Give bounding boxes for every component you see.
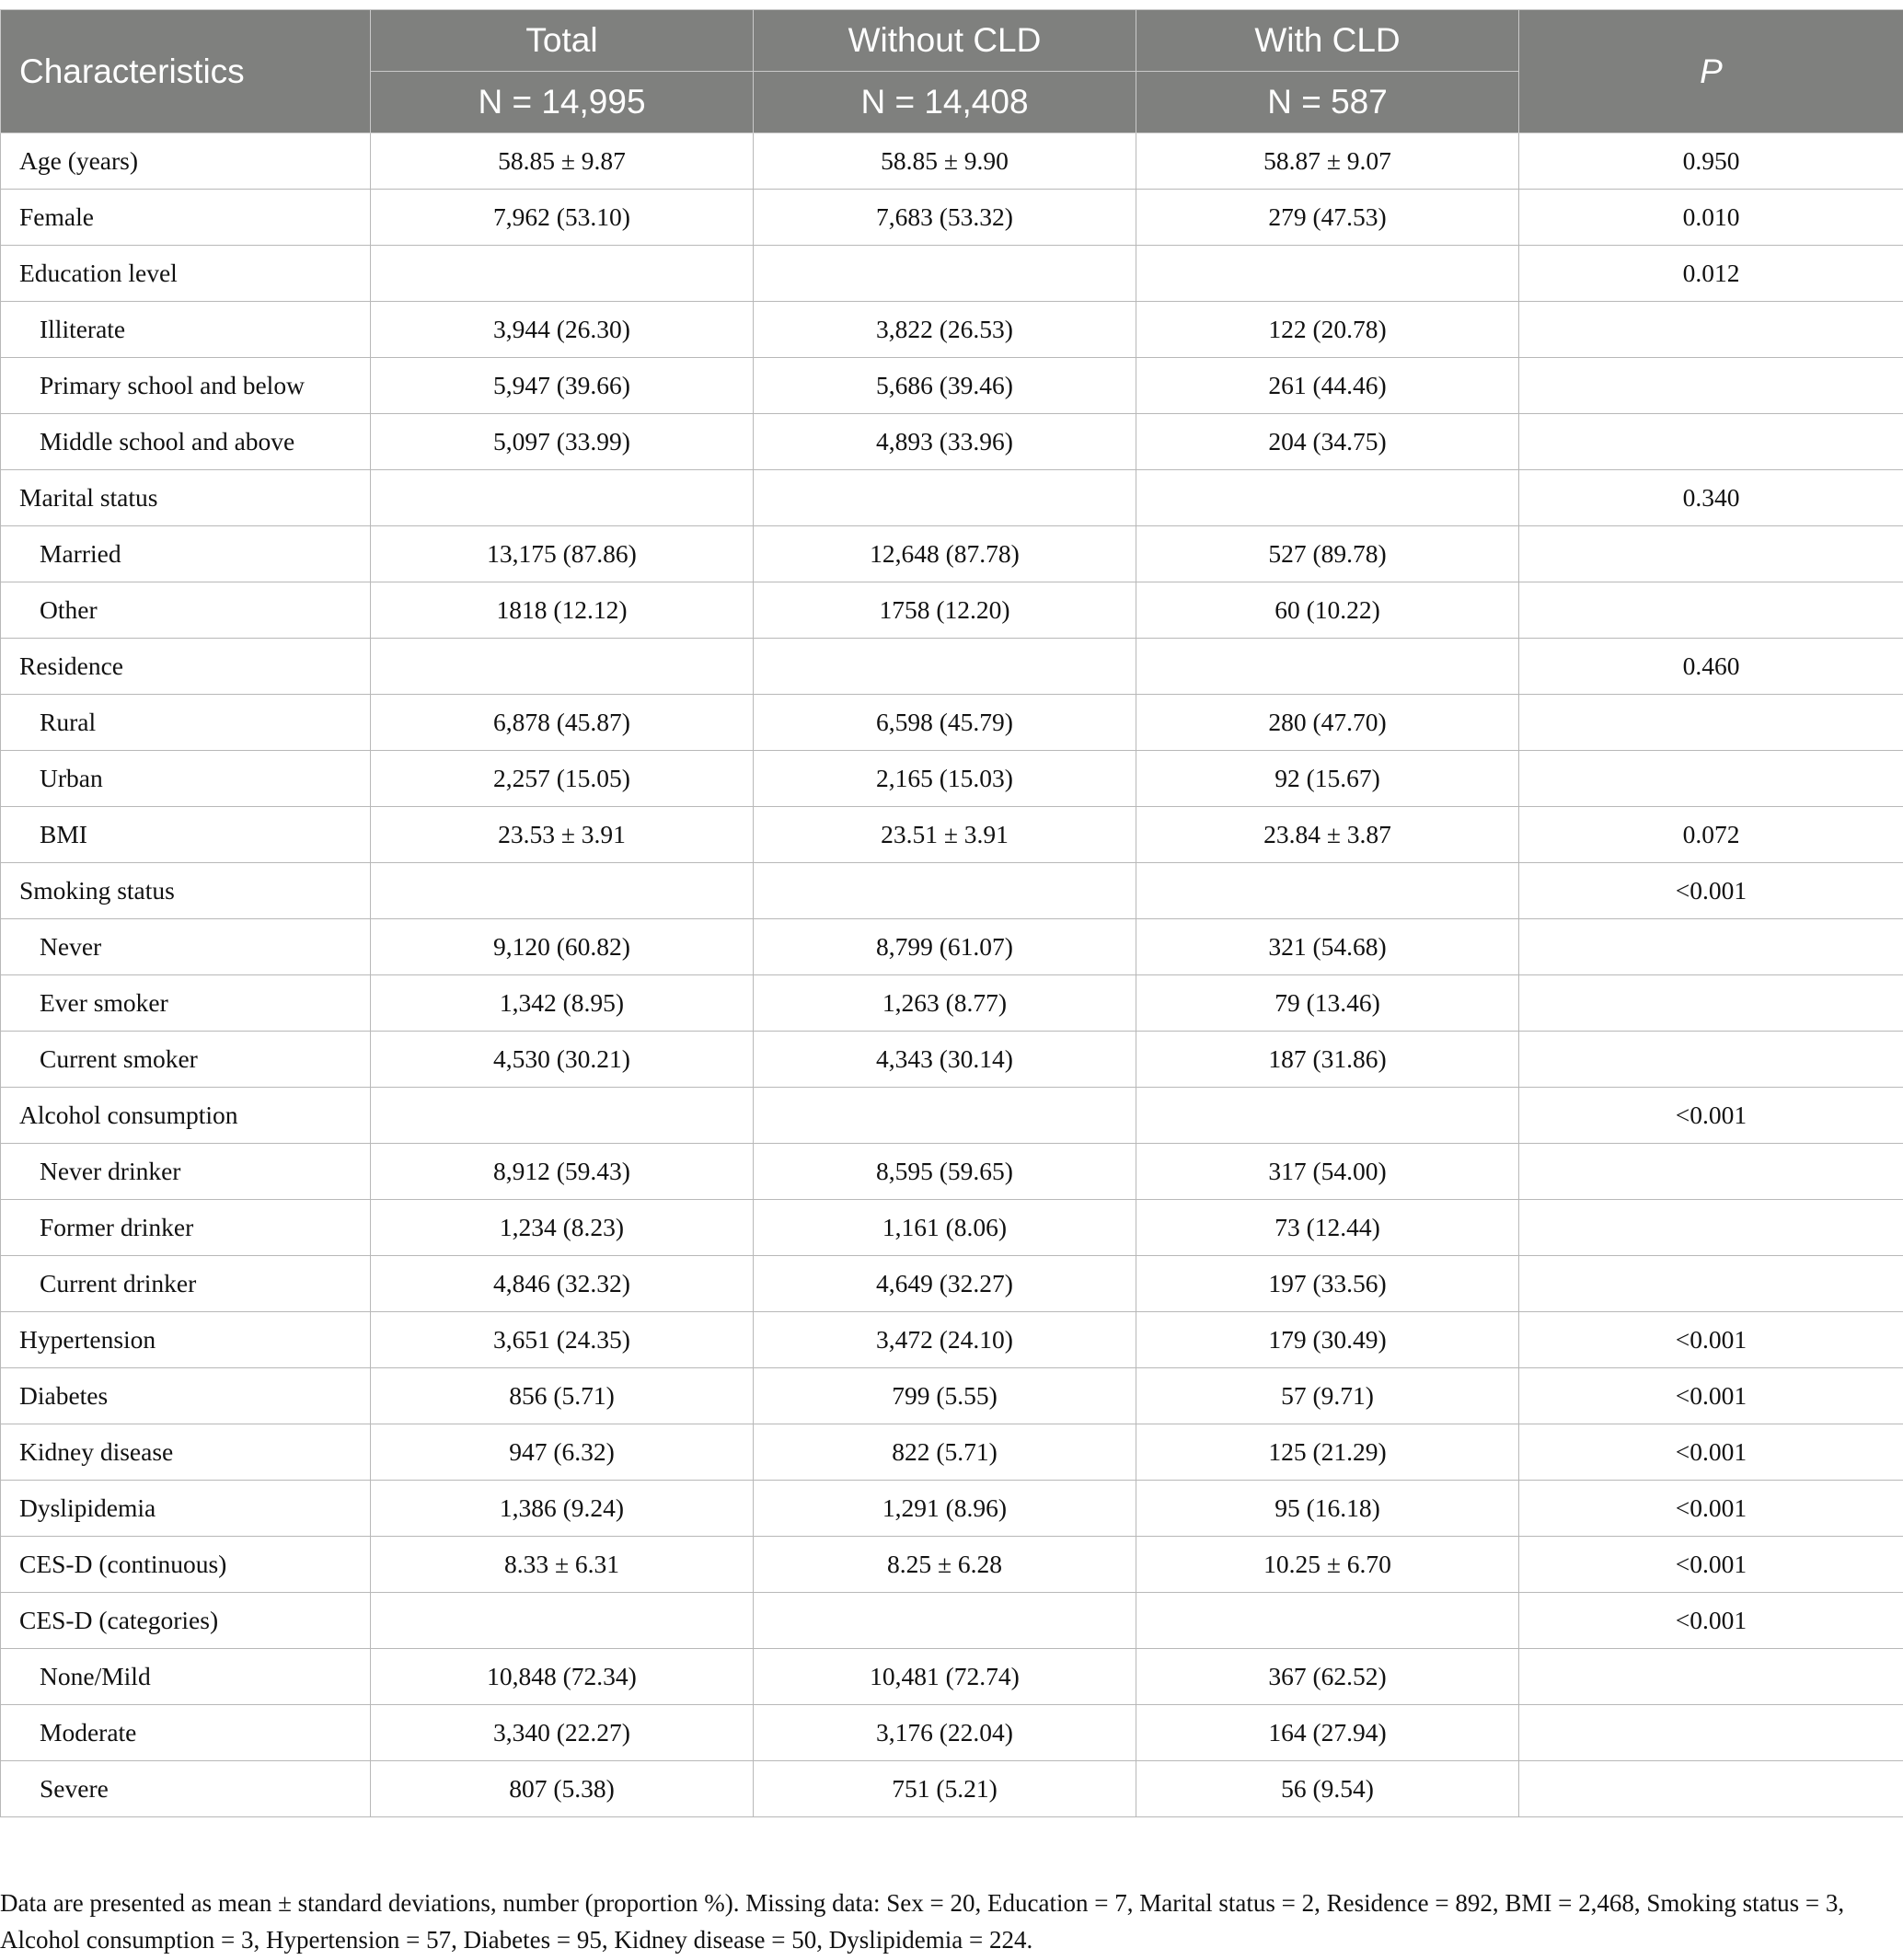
row-label: Hypertension [1,1312,371,1368]
cell-p-value [1519,1761,1903,1817]
cell-with-cld: 79 (13.46) [1136,975,1519,1032]
cell-with-cld [1136,246,1519,302]
cell-p-value: <0.001 [1519,1537,1903,1593]
cell-without-cld: 8,595 (59.65) [754,1144,1136,1200]
table-row [1,1481,1903,1537]
table-row [1,1424,1903,1481]
cell-without-cld [754,470,1136,526]
table-row [1,695,1903,751]
cell-total: 7,962 (53.10) [371,190,754,246]
table-row [1,751,1903,807]
cell-p-value [1519,526,1903,582]
cell-with-cld [1136,1593,1519,1649]
row-label: Dyslipidemia [1,1481,371,1537]
cell-without-cld: 4,649 (32.27) [754,1256,1136,1312]
cell-total [371,1593,754,1649]
table-row [1,1761,1903,1817]
table-row [1,1312,1903,1368]
cell-p-value [1519,1705,1903,1761]
cell-without-cld: 3,822 (26.53) [754,302,1136,358]
row-label: Moderate [1,1705,371,1761]
cell-p-value: <0.001 [1519,1312,1903,1368]
cell-total: 13,175 (87.86) [371,526,754,582]
row-label: None/Mild [1,1649,371,1705]
row-label: Smoking status [1,863,371,919]
cell-p-value [1519,582,1903,639]
header-total-n: N = 14,995 [371,72,754,133]
table-header [1,10,1903,133]
row-label: Alcohol consumption [1,1088,371,1144]
table-row [1,1368,1903,1424]
cell-without-cld: 58.85 ± 9.90 [754,133,1136,190]
cell-with-cld: 367 (62.52) [1136,1649,1519,1705]
row-label: CES-D (categories) [1,1593,371,1649]
cell-with-cld: 261 (44.46) [1136,358,1519,414]
cell-without-cld: 12,648 (87.78) [754,526,1136,582]
cell-without-cld: 1,291 (8.96) [754,1481,1136,1537]
cell-without-cld: 10,481 (72.74) [754,1649,1136,1705]
cell-total: 6,878 (45.87) [371,695,754,751]
header-with-cld: With CLD [1136,10,1519,72]
cell-total: 1,386 (9.24) [371,1481,754,1537]
baseline-characteristics-table [0,9,1903,1817]
cell-with-cld: 92 (15.67) [1136,751,1519,807]
row-label: Rural [1,695,371,751]
cell-p-value: <0.001 [1519,1424,1903,1481]
cell-p-value [1519,975,1903,1032]
table-row [1,526,1903,582]
row-label: Illiterate [1,302,371,358]
cell-with-cld: 23.84 ± 3.87 [1136,807,1519,863]
cell-with-cld [1136,863,1519,919]
header-p-value: P [1519,10,1903,133]
cell-total: 8,912 (59.43) [371,1144,754,1200]
cell-p-value [1519,1256,1903,1312]
table-row [1,1593,1903,1649]
cell-total: 1818 (12.12) [371,582,754,639]
cell-with-cld: 197 (33.56) [1136,1256,1519,1312]
table-footnote: Data are presented as mean ± standard deviations, number (proportion %). Missing data: Sex = 20, Education = 7, Marital status = 2, Residence = 892, BMI = 2,468, Smoking status = 3, Alcohol consumption = 3, Hypertension = 57, Diabetes = 95, Kidney disease = 50, Dyslipidemia = 224. [0,1889,1845,1954]
cell-p-value [1519,695,1903,751]
cell-total: 5,947 (39.66) [371,358,754,414]
cell-p-value [1519,751,1903,807]
row-label: Married [1,526,371,582]
cell-without-cld: 23.51 ± 3.91 [754,807,1136,863]
row-label: Female [1,190,371,246]
table-row [1,919,1903,975]
row-label: Middle school and above [1,414,371,470]
cell-with-cld: 280 (47.70) [1136,695,1519,751]
table-row [1,414,1903,470]
cell-with-cld: 187 (31.86) [1136,1032,1519,1088]
cell-total: 4,846 (32.32) [371,1256,754,1312]
cell-without-cld: 2,165 (15.03) [754,751,1136,807]
table-row [1,1537,1903,1593]
cell-without-cld: 3,176 (22.04) [754,1705,1136,1761]
table-row [1,1200,1903,1256]
cell-without-cld: 6,598 (45.79) [754,695,1136,751]
cell-without-cld: 822 (5.71) [754,1424,1136,1481]
cell-without-cld: 799 (5.55) [754,1368,1136,1424]
cell-without-cld [754,639,1136,695]
table-row [1,1088,1903,1144]
row-label: Former drinker [1,1200,371,1256]
row-label: Kidney disease [1,1424,371,1481]
table-row [1,863,1903,919]
cell-total: 947 (6.32) [371,1424,754,1481]
table-row [1,1144,1903,1200]
cell-with-cld: 125 (21.29) [1136,1424,1519,1481]
cell-p-value: <0.001 [1519,1481,1903,1537]
row-label: CES-D (continuous) [1,1537,371,1593]
cell-with-cld: 179 (30.49) [1136,1312,1519,1368]
cell-with-cld: 73 (12.44) [1136,1200,1519,1256]
table-row [1,246,1903,302]
row-label: Other [1,582,371,639]
cell-without-cld: 4,343 (30.14) [754,1032,1136,1088]
table-row [1,133,1903,190]
cell-p-value: 0.340 [1519,470,1903,526]
cell-without-cld [754,863,1136,919]
cell-total: 1,234 (8.23) [371,1200,754,1256]
cell-without-cld [754,1088,1136,1144]
cell-p-value: 0.072 [1519,807,1903,863]
cell-total: 10,848 (72.34) [371,1649,754,1705]
cell-p-value: 0.010 [1519,190,1903,246]
row-label: Diabetes [1,1368,371,1424]
cell-without-cld: 1,161 (8.06) [754,1200,1136,1256]
cell-with-cld: 57 (9.71) [1136,1368,1519,1424]
cell-with-cld: 164 (27.94) [1136,1705,1519,1761]
cell-without-cld: 1,263 (8.77) [754,975,1136,1032]
row-label: Current smoker [1,1032,371,1088]
header-with-cld-n: N = 587 [1136,72,1519,133]
cell-total: 3,651 (24.35) [371,1312,754,1368]
cell-with-cld: 60 (10.22) [1136,582,1519,639]
header-without-cld: Without CLD [754,10,1136,72]
table-row [1,302,1903,358]
table-row [1,358,1903,414]
row-label: Residence [1,639,371,695]
row-label: Primary school and below [1,358,371,414]
cell-without-cld: 8.25 ± 6.28 [754,1537,1136,1593]
cell-total: 1,342 (8.95) [371,975,754,1032]
table-row [1,975,1903,1032]
cell-without-cld: 4,893 (33.96) [754,414,1136,470]
cell-without-cld: 5,686 (39.46) [754,358,1136,414]
cell-total: 807 (5.38) [371,1761,754,1817]
cell-total: 2,257 (15.05) [371,751,754,807]
cell-p-value [1519,1200,1903,1256]
cell-with-cld: 56 (9.54) [1136,1761,1519,1817]
cell-total: 23.53 ± 3.91 [371,807,754,863]
table-row [1,807,1903,863]
cell-p-value: <0.001 [1519,1088,1903,1144]
cell-total: 3,944 (26.30) [371,302,754,358]
cell-with-cld: 279 (47.53) [1136,190,1519,246]
header-characteristics: Characteristics [1,10,371,133]
header-total: Total [371,10,754,72]
table-row [1,639,1903,695]
row-label: Education level [1,246,371,302]
cell-without-cld [754,1593,1136,1649]
table-row [1,190,1903,246]
cell-without-cld: 3,472 (24.10) [754,1312,1136,1368]
row-label: Never [1,919,371,975]
cell-with-cld: 321 (54.68) [1136,919,1519,975]
cell-with-cld: 317 (54.00) [1136,1144,1519,1200]
cell-p-value: <0.001 [1519,863,1903,919]
table-row [1,1649,1903,1705]
cell-total: 3,340 (22.27) [371,1705,754,1761]
cell-with-cld: 95 (16.18) [1136,1481,1519,1537]
row-label: Urban [1,751,371,807]
cell-with-cld: 527 (89.78) [1136,526,1519,582]
cell-p-value [1519,1032,1903,1088]
cell-total [371,863,754,919]
cell-total [371,639,754,695]
cell-p-value [1519,358,1903,414]
cell-p-value: 0.950 [1519,133,1903,190]
row-label: Marital status [1,470,371,526]
cell-p-value [1519,1649,1903,1705]
cell-total [371,246,754,302]
cell-p-value [1519,414,1903,470]
cell-total: 9,120 (60.82) [371,919,754,975]
table-container [0,9,1903,1817]
cell-total [371,1088,754,1144]
cell-with-cld: 10.25 ± 6.70 [1136,1537,1519,1593]
row-label: Current drinker [1,1256,371,1312]
cell-with-cld: 204 (34.75) [1136,414,1519,470]
cell-without-cld: 8,799 (61.07) [754,919,1136,975]
cell-with-cld: 122 (20.78) [1136,302,1519,358]
table-row [1,1705,1903,1761]
cell-p-value: <0.001 [1519,1368,1903,1424]
table-row [1,1256,1903,1312]
cell-total: 856 (5.71) [371,1368,754,1424]
cell-with-cld [1136,470,1519,526]
cell-total [371,470,754,526]
cell-p-value: 0.012 [1519,246,1903,302]
row-label: BMI [1,807,371,863]
cell-without-cld: 751 (5.21) [754,1761,1136,1817]
cell-p-value [1519,919,1903,975]
table-row [1,1032,1903,1088]
cell-total: 8.33 ± 6.31 [371,1537,754,1593]
cell-total: 58.85 ± 9.87 [371,133,754,190]
cell-p-value: <0.001 [1519,1593,1903,1649]
cell-without-cld [754,246,1136,302]
table-row [1,470,1903,526]
row-label: Age (years) [1,133,371,190]
cell-with-cld [1136,639,1519,695]
cell-without-cld: 1758 (12.20) [754,582,1136,639]
table-body [1,133,1903,1817]
row-label: Ever smoker [1,975,371,1032]
cell-with-cld [1136,1088,1519,1144]
row-label: Severe [1,1761,371,1817]
cell-p-value: 0.460 [1519,639,1903,695]
cell-p-value [1519,1144,1903,1200]
cell-p-value [1519,302,1903,358]
row-label: Never drinker [1,1144,371,1200]
cell-without-cld: 7,683 (53.32) [754,190,1136,246]
cell-with-cld: 58.87 ± 9.07 [1136,133,1519,190]
cell-total: 5,097 (33.99) [371,414,754,470]
cell-total: 4,530 (30.21) [371,1032,754,1088]
header-without-cld-n: N = 14,408 [754,72,1136,133]
table-row [1,582,1903,639]
